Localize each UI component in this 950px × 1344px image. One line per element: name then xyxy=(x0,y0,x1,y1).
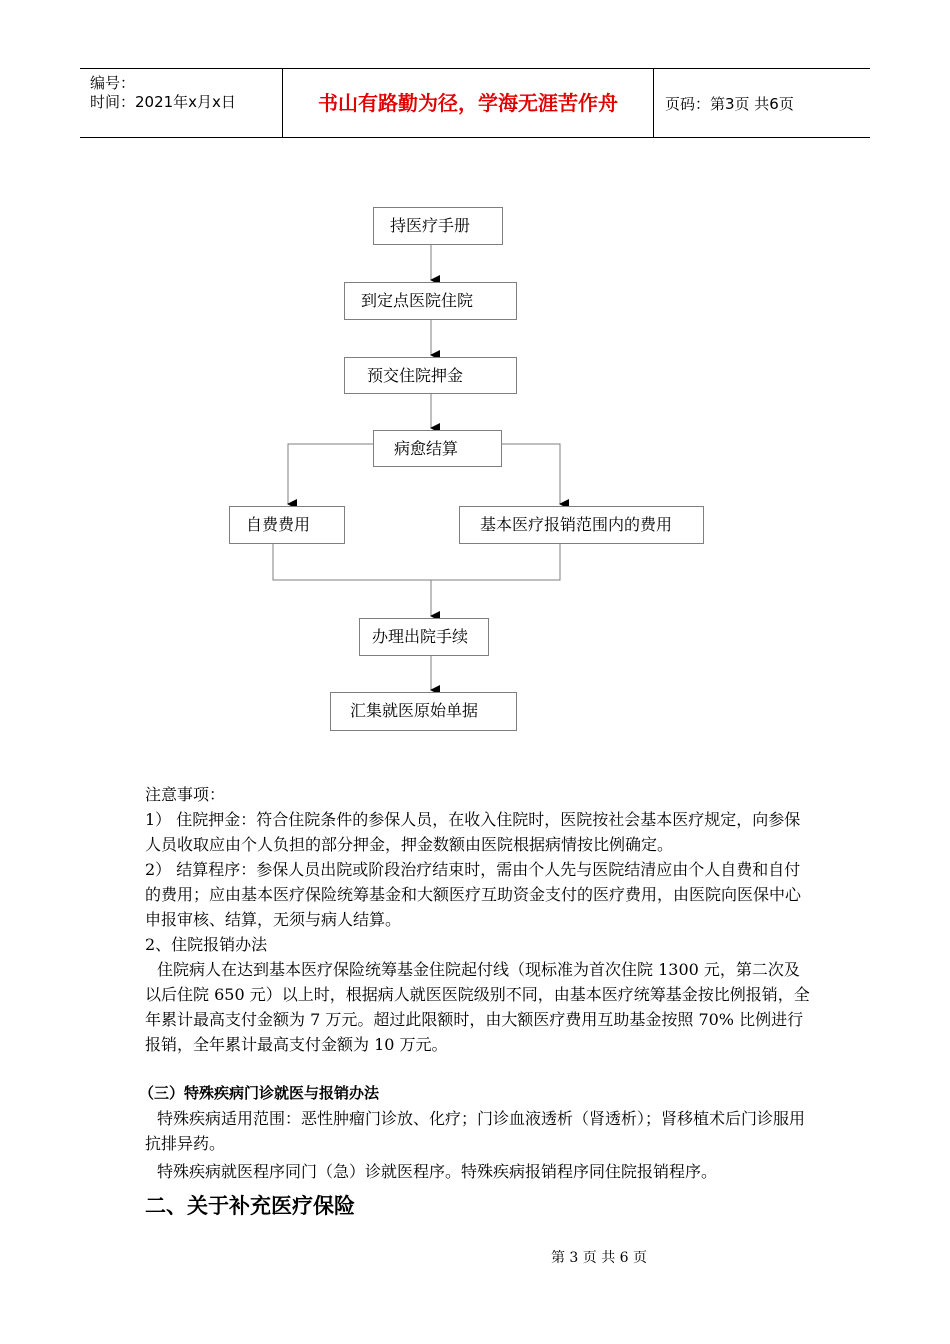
flow-step-discharge: 办理出院手续 xyxy=(359,618,489,656)
section2-body: 住院病人在达到基本医疗保险统筹基金住院起付线（现标准为首次住院 1300 元，第二次及以后住院 650 元）以上时，根据病人就医医院级别不同，由基本医疗统筹基金按比例报销，全年累计最高支付金额为 7 万元。超过此限额时，由大额医疗费用互助基金按照 70% 比例进行报销，全年累计最高支付金额为 10 万元。 xyxy=(145,960,810,1054)
section3-procedure: 特殊疾病就医程序同门（急）诊就医程序。特殊疾病报销程序同住院报销程序。 xyxy=(157,1162,718,1181)
flow-step-hold-handbook: 持医疗手册 xyxy=(373,207,503,245)
arrow-4-right xyxy=(502,444,560,504)
main-heading-supplementary: 二、关于补充医疗保险 xyxy=(145,1194,355,1218)
flow-branch-self-paid: 自费费用 xyxy=(229,506,345,544)
flow-branch-covered: 基本医疗报销范围内的费用 xyxy=(459,506,704,544)
flow-step-admission: 到定点医院住院 xyxy=(344,282,517,320)
footer-page-number: 第 3 页 共 6 页 xyxy=(550,1250,648,1266)
header-page-label: 页码：第3页 共6页 xyxy=(665,95,794,113)
flow-step-deposit: 预交住院押金 xyxy=(344,357,517,394)
page-footer xyxy=(0,1247,950,1267)
note-item-settlement: 2） 结算程序：参保人员出院或阶段治疗结束时，需由个人先与医院结清应由个人自费和自付的费用；应由基本医疗保险统筹基金和大额医疗互助资金支付的医疗费用，由医院向医保中心申报审核、结算，无须与病人结算。 xyxy=(145,860,802,929)
section3-scope: 特殊疾病适用范围：恶性肿瘤门诊放、化疗；门诊血液透析（肾透析）；肾移植术后门诊服用抗排异药。 xyxy=(145,1109,806,1153)
section2-title: 2、住院报销办法 xyxy=(145,935,268,954)
number-label: 编号： xyxy=(90,74,136,92)
time-label: 时间：2021年x月x日 xyxy=(90,93,236,111)
header-motto: 书山有路勤为径，学海无涯苦作舟 xyxy=(283,69,654,137)
note-item-deposit: 1） 住院押金：符合住院条件的参保人员，在收入住院时，医院按社会基本医疗规定，向参保人员收取应由个人负担的部分押金，押金数额由医院根据病情按比例确定。 xyxy=(145,810,801,854)
notes-section xyxy=(145,782,810,1057)
flow-step-settlement: 病愈结算 xyxy=(373,430,502,467)
merge-line xyxy=(273,544,560,580)
section3 xyxy=(139,1081,810,1184)
section3-title: （三）特殊疾病门诊就医与报销办法 xyxy=(139,1084,380,1102)
arrow-4-left xyxy=(288,444,373,504)
flow-step-collect-receipts: 汇集就医原始单据 xyxy=(330,692,517,731)
notes-heading: 注意事项： xyxy=(145,785,226,804)
